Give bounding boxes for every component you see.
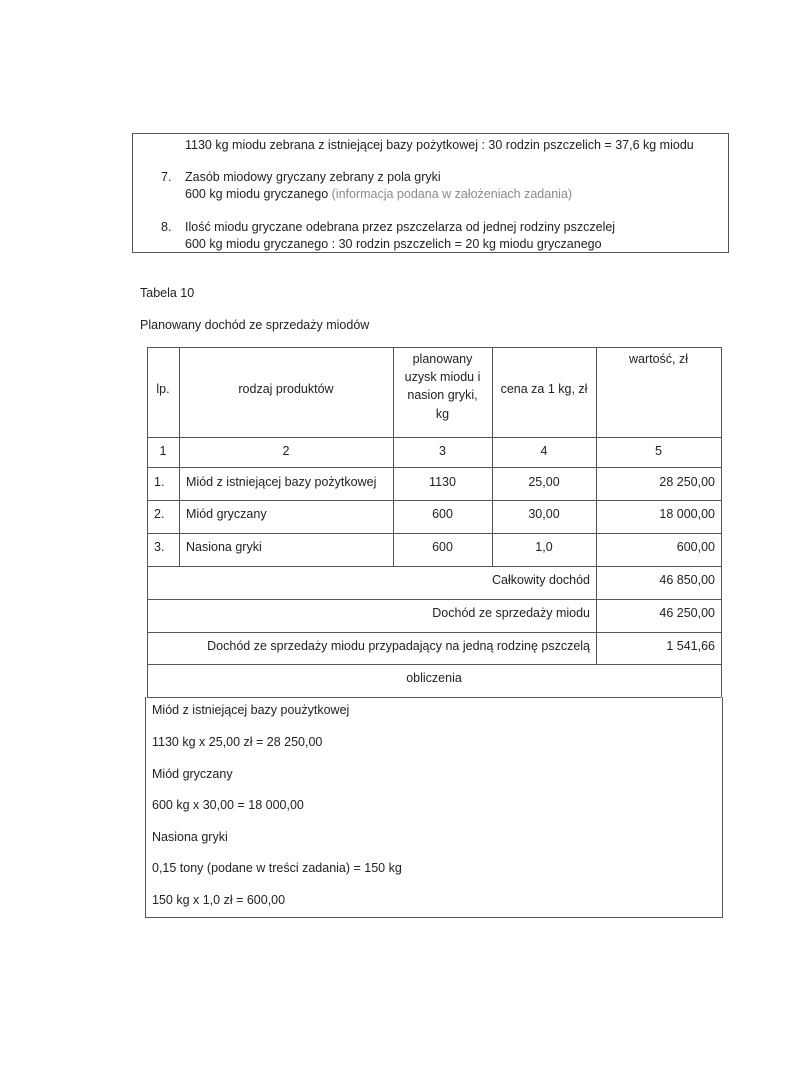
row-product: Miód gryczany: [186, 507, 267, 521]
row-lp: 1.: [154, 475, 165, 489]
total-value: 46 850,00: [659, 573, 715, 587]
row-value: 18 000,00: [659, 507, 715, 521]
per-family-value: 1 541,66: [666, 639, 715, 653]
header-planned-3: nasion gryki,: [407, 388, 478, 402]
calc-line: Miód gryczany: [152, 767, 233, 781]
row-qty: 1130: [429, 475, 456, 489]
calc-line: 600 kg x 30,00 = 18 000,00: [152, 798, 304, 812]
col-number: 2: [282, 444, 290, 458]
col-number: 4: [540, 444, 548, 458]
row-value: 600,00: [676, 540, 715, 554]
honey-income-value: 46 250,00: [659, 606, 715, 620]
col-number: 1: [159, 444, 167, 458]
item7-line2: [185, 187, 572, 201]
row-lp: 3.: [154, 540, 165, 554]
item8-line2: 600 kg miodu gryczanego : 30 rodzin pszczelich = 20 kg miodu gryczanego: [185, 237, 602, 251]
top-note-box: [132, 133, 729, 253]
item7-line2-main: 600 kg miodu gryczanego: [185, 187, 329, 201]
row-product: Nasiona gryki: [186, 540, 262, 554]
item7-line1: Zasób miodowy gryczany zebrany z pola gryki: [185, 170, 441, 184]
header-value: wartość, zł: [628, 352, 689, 366]
calc-line: Miód z istniejącej bazy poużytkowej: [152, 703, 350, 717]
row-price: 30,00: [528, 507, 560, 521]
row-qty: 600: [432, 540, 453, 554]
total-label: Całkowity dochód: [492, 573, 590, 587]
calc-line: 1130 kg x 25,00 zł = 28 250,00: [152, 735, 323, 749]
col-number: 3: [439, 444, 446, 458]
top-note-line: 1130 kg miodu zebrana z istniejącej bazy pożytkowej : 30 rodzin pszczelich = 37,6 kg miodu: [185, 138, 694, 152]
list-number-7: 7.: [161, 170, 172, 184]
calc-line: 150 kg x 1,0 zł = 600,00: [152, 893, 286, 907]
honey-income-label: Dochód ze sprzedaży miodu: [432, 606, 590, 620]
list-number-8: 8.: [161, 220, 172, 234]
row-value: 28 250,00: [659, 475, 715, 489]
calc-line: Nasiona gryki: [152, 830, 228, 844]
row-price: 25,00: [528, 475, 560, 489]
per-family-label: Dochód ze sprzedaży miodu przypadający na jedną rodzinę pszczelą: [207, 639, 590, 653]
header-planned-2: uzysk miodu i: [404, 370, 481, 384]
header-price: cena za 1 kg, zł: [500, 382, 588, 396]
header-planned-1: planowany: [412, 352, 473, 366]
item8-line1: Ilość miodu gryczane odebrana przez pszczelarza od jednej rodziny pszczelej: [185, 220, 616, 234]
table-title: Planowany dochód ze sprzedaży miodów: [140, 318, 370, 332]
calc-line: 0,15 tony (podane w treści zadania) = 150 kg: [152, 861, 402, 875]
col-number: 5: [655, 444, 662, 458]
calculations-header: obliczenia: [406, 671, 462, 685]
header-product: rodzaj produktów: [238, 382, 334, 396]
table-label: Tabela 10: [140, 286, 195, 300]
item7-line2-note: (informacja podana w założeniach zadania): [331, 187, 573, 201]
header-planned-4: kg: [435, 407, 450, 421]
row-price: 1,0: [535, 540, 553, 554]
header-lp: lp.: [156, 382, 170, 396]
row-qty: 600: [432, 507, 453, 521]
row-lp: 2.: [154, 507, 165, 521]
row-product: Miód z istniejącej bazy pożytkowej: [186, 475, 377, 489]
